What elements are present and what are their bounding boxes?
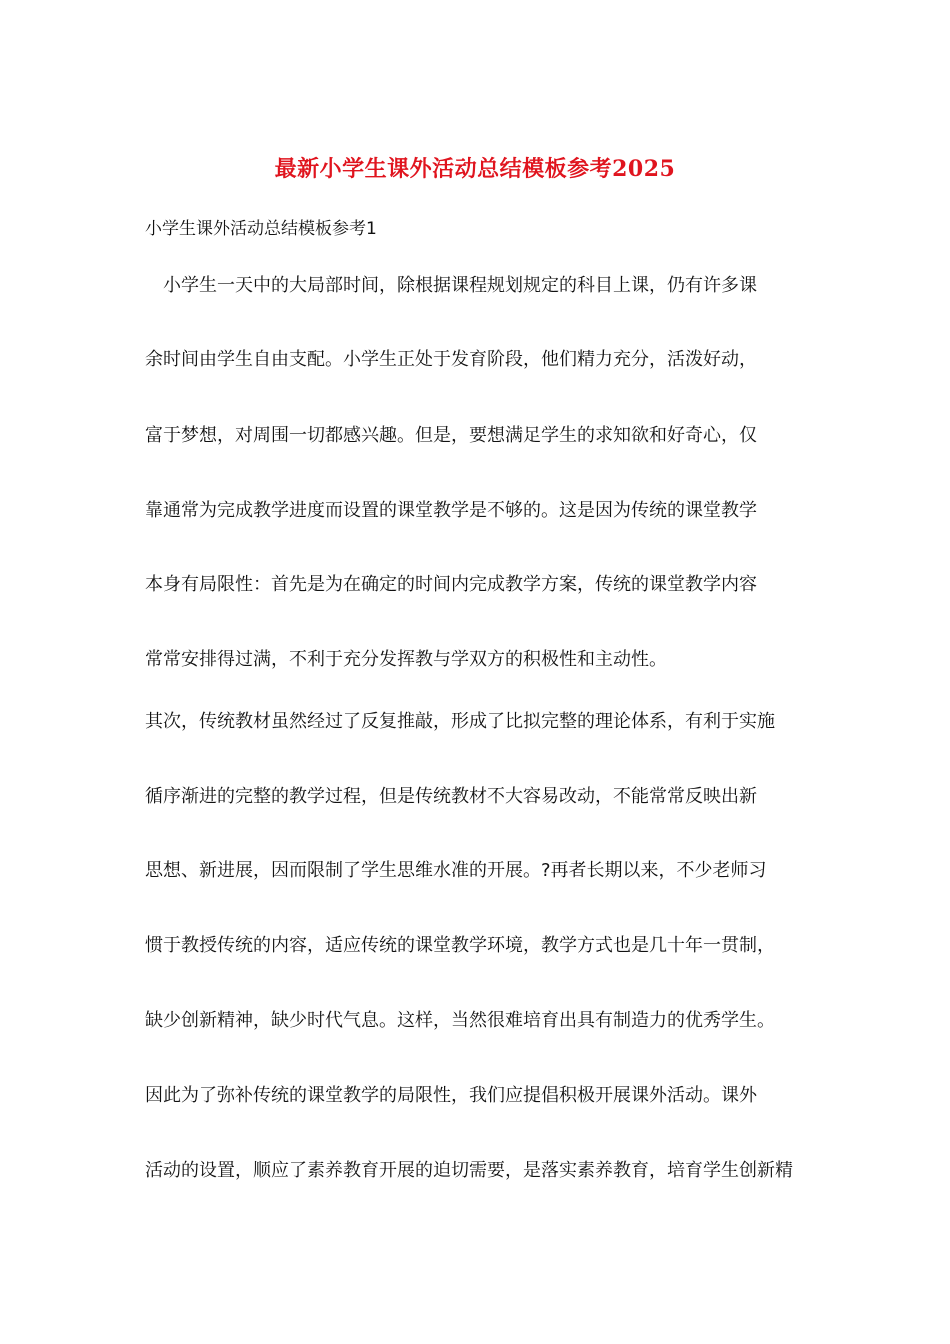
paragraph-line: 余时间由学生自由支配。小学生正处于发育阶段，他们精力充分，活泼好动， [145,349,757,370]
section-subtitle: 小学生课外活动总结模板参考1 [145,219,377,239]
paragraph-line: 思想、新进展，因而限制了学生思维水准的开展。?再者长期以来，不少老师习 [145,860,767,881]
paragraph-line: 循序渐进的完整的教学过程，但是传统教材不大容易改动，不能常常反映出新 [145,786,757,807]
document-title: 最新小学生课外活动总结模板参考2025 [274,156,676,182]
paragraph-line: 小学生一天中的大局部时间，除根据课程规划规定的科目上课，仍有许多课 [163,275,757,296]
paragraph-line: 其次，传统教材虽然经过了反复推敲，形成了比拟完整的理论体系，有利于实施 [145,711,775,732]
paragraph-line: 靠通常为完成教学进度而设置的课堂教学是不够的。这是因为传统的课堂教学 [145,500,757,521]
paragraph-line: 缺少创新精神，缺少时代气息。这样，当然很难培育出具有制造力的优秀学生。 [145,1010,775,1031]
paragraph-line: 因此为了弥补传统的课堂教学的局限性，我们应提倡积极开展课外活动。课外 [145,1085,757,1106]
paragraph-line: 惯于教授传统的内容，适应传统的课堂教学环境，教学方式也是几十年一贯制， [145,935,775,956]
paragraph-line: 本身有局限性：首先是为在确定的时间内完成教学方案，传统的课堂教学内容 [145,574,757,595]
paragraph-line: 活动的设置，顺应了素养教育开展的迫切需要，是落实素养教育，培育学生创新精 [145,1160,793,1181]
paragraph-line: 常常安排得过满，不利于充分发挥教与学双方的积极性和主动性。 [145,649,667,670]
paragraph-line: 富于梦想，对周围一切都感兴趣。但是，要想满足学生的求知欲和好奇心，仅 [145,425,757,446]
